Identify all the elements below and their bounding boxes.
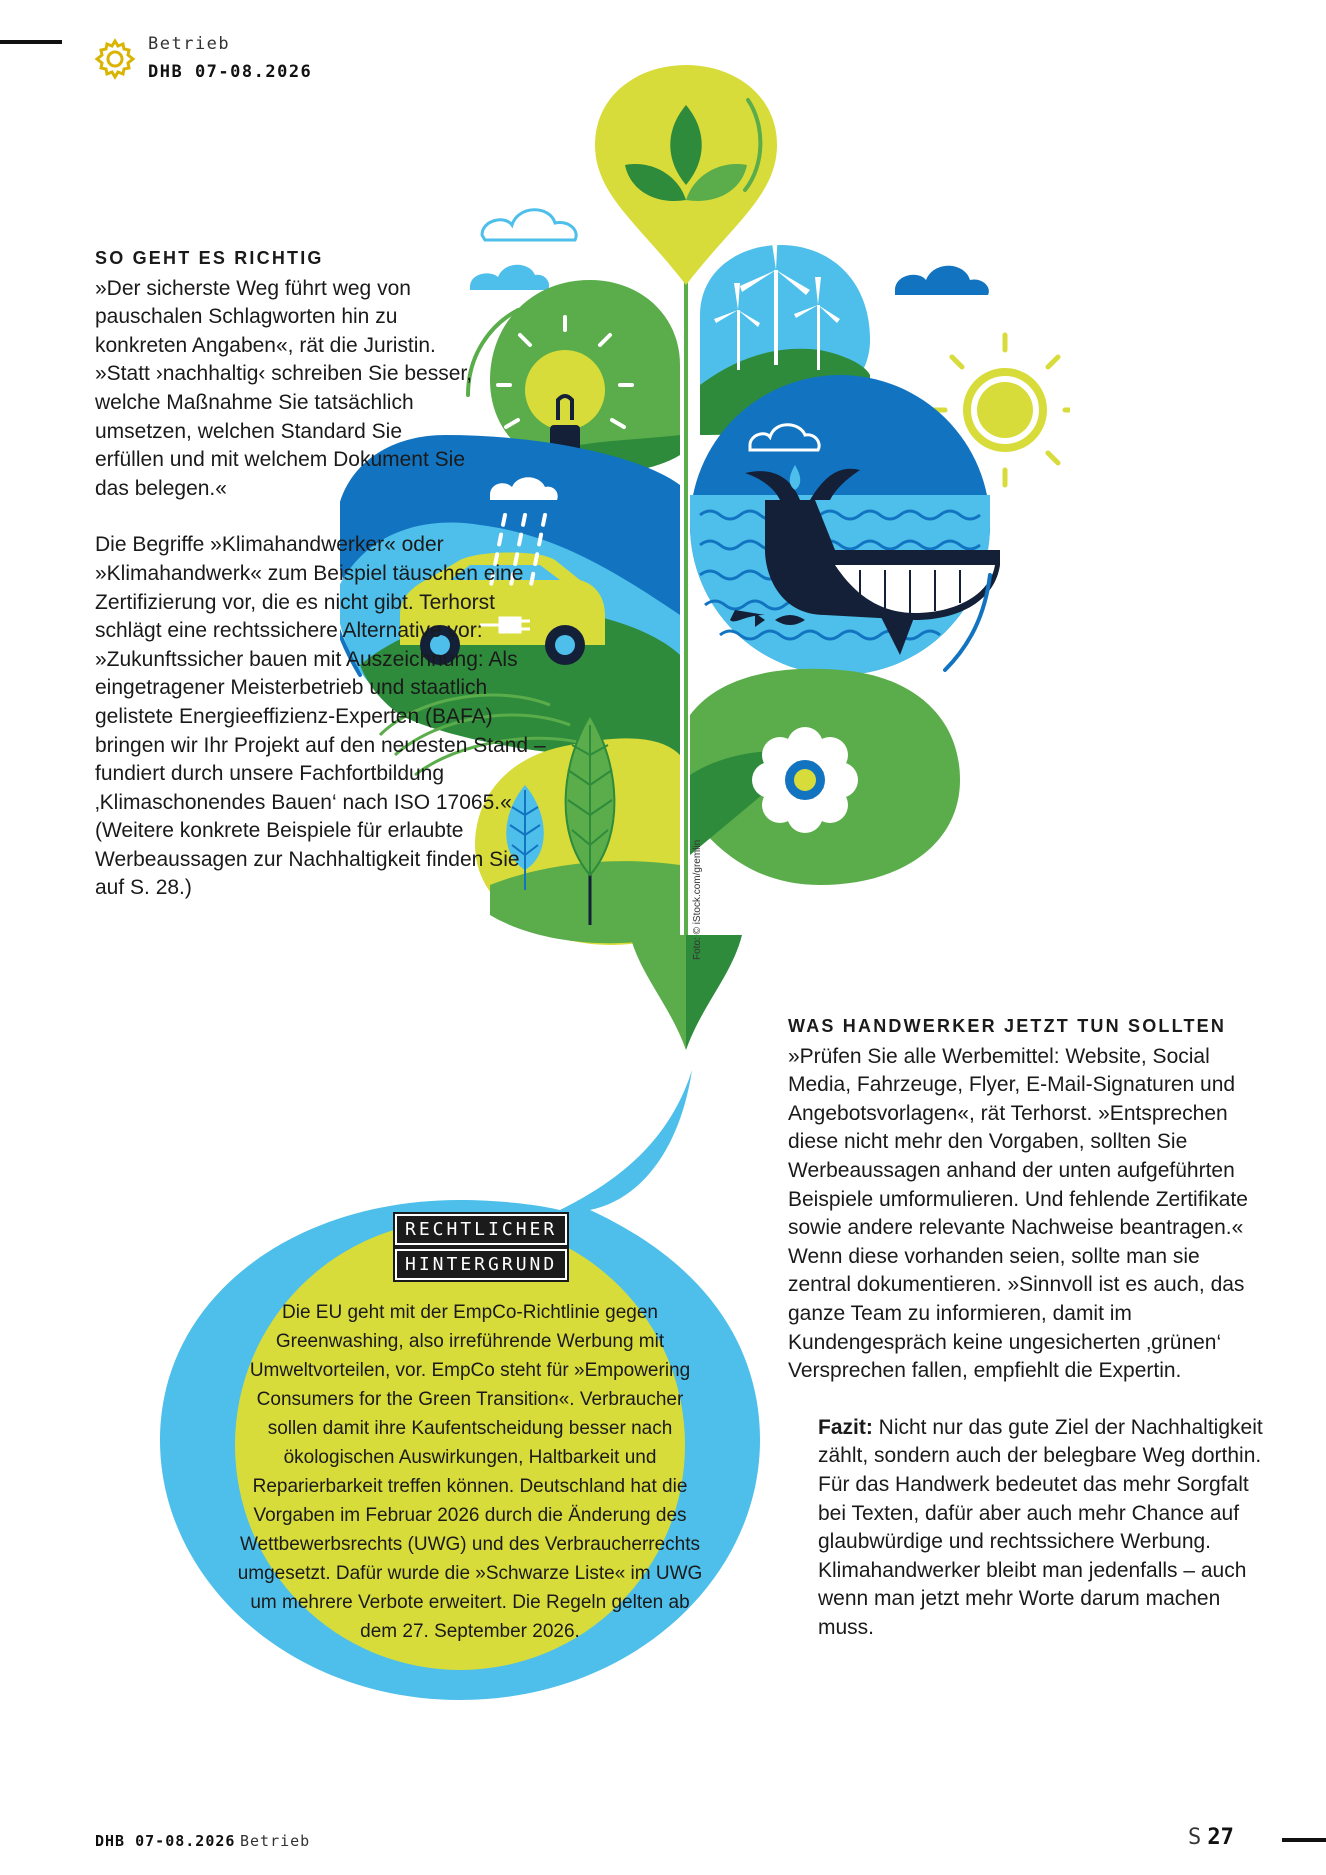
right-text-column xyxy=(788,1012,1263,1642)
page-number-value: 27 xyxy=(1207,1825,1234,1850)
flower-icon xyxy=(690,669,960,885)
page-number xyxy=(1188,1824,1234,1850)
gear-icon xyxy=(94,38,136,80)
right-heading: WAS HANDWERKER JETZT TUN SOLLTEN xyxy=(788,1016,1227,1036)
photo-credit: Foto: © iStock.com/gremlin xyxy=(692,839,703,960)
left-paragraph-2: Die Begriffe »Klimahandwerker« oder »Klimahandwerk« zum Beispiel täuschen eine Zertifizierung vor, die es nicht gibt. Terhorst schlägt eine rechtssichere Alternative vor: »Zukunftssicher bauen mit Auszeichnung: Als eingetragener Meisterbetrieb und staatlich gelistete Energieeffizienz-Experten (BAFA) bringen wir Ihr Projekt auf den neuesten Stand – fundiert durch unsere Fachfortbildung ‚Klimaschonendes Bauen‘ nach ISO 17065.« (Weitere konkrete Beispiele für erlaubte Werbeaussagen zur Nachhaltigkeit finden Sie auf S. 28.) xyxy=(95,533,546,900)
fazit-text: Nicht nur das gute Ziel der Nachhaltigkeit zählt, sondern auch der belegbare Weg dorthin. Für das Handwerk bedeutet das mehr Sorgfalt bei Texten, dafür aber auch mehr Chance auf glaubwürdige und rechtssichere Werbung. Klimahandwerker bleibt man jedenfalls – auch wenn man jetzt mehr Worte darum machen muss. xyxy=(818,1415,1263,1639)
header-issue: DHB 07-08.2026 xyxy=(148,62,313,82)
info-tag-line1: RECHTLICHER xyxy=(395,1214,567,1245)
footer-section: Betrieb xyxy=(240,1832,311,1850)
whale-ocean-icon xyxy=(690,375,1000,677)
info-box-text: Die EU geht mit der EmpCo-Richtlinie gegen Greenwashing, also irreführende Werbung mit Umweltvorteilen, vor. EmpCo steht für »Empowering Consumers for the Green Transition«. Verbraucher sollen damit ihre Kaufentscheidung besser nach ökologischen Auswirkungen, Haltbarkeit und Reparierbarkeit treffen können. Deutschland hat die Vorgaben im Februar 2026 durch die Änderung des Wettbewerbsrechts (UWG) und des Verbraucherrechts umgesetzt. Dafür wurde die »Schwarze Liste« im UWG um mehrere Verbote erweitert. Die Regeln gelten ab dem 27. September 2026. xyxy=(237,1302,703,1642)
page-prefix: S xyxy=(1188,1825,1202,1850)
footer-issue: DHB 07-08.2026 xyxy=(95,1832,236,1850)
header-section: Betrieb xyxy=(148,34,231,54)
cloud-icon xyxy=(895,266,989,295)
info-tag-line2: HINTERGRUND xyxy=(395,1249,567,1280)
left-paragraph-1: »Der sicherste Weg führt weg von pauschalen Schlagworten hin zu konkreten Angaben«, rät die Juristin. »Statt ›nachhaltig‹ schreiben Sie besser, welche Maßnahme Sie tatsächlich umsetzen, welchen Standard Sie erfüllen und mit welchem Dokument Sie das belegen.« xyxy=(95,276,473,500)
info-box-tags xyxy=(395,1212,558,1282)
right-paragraph-1: »Prüfen Sie alle Werbemittel: Website, Social Media, Fahrzeuge, Flyer, E-Mail-Signaturen und Angebotsvorlagen«, rät Terhorst. »Entsprechen diese nicht mehr den Vorgaben, sollten Sie Werbeaussagen anhand der unten aufgeführten Beispiele umformulieren. Und fehlende Zertifikate sowie andere relevante Nachweise beantragen.« Wenn diese vorhanden seien, sollte man sie zentral dokumentieren. »Sinnvoll ist es auch, das ganze Team zu informieren, damit im Kundengespräch keine ungesicherten ‚grünen‘ Versprechen fallen, empfiehlt die Expertin. xyxy=(788,1044,1248,1383)
fazit-label: Fazit: xyxy=(818,1415,873,1439)
left-heading: SO GEHT ES RICHTIG xyxy=(95,248,324,268)
left-text-column xyxy=(95,244,546,903)
fazit-paragraph xyxy=(788,1414,1263,1643)
header-rule xyxy=(0,40,62,44)
cloud-icon xyxy=(482,210,576,240)
footer-rule xyxy=(1282,1838,1326,1842)
